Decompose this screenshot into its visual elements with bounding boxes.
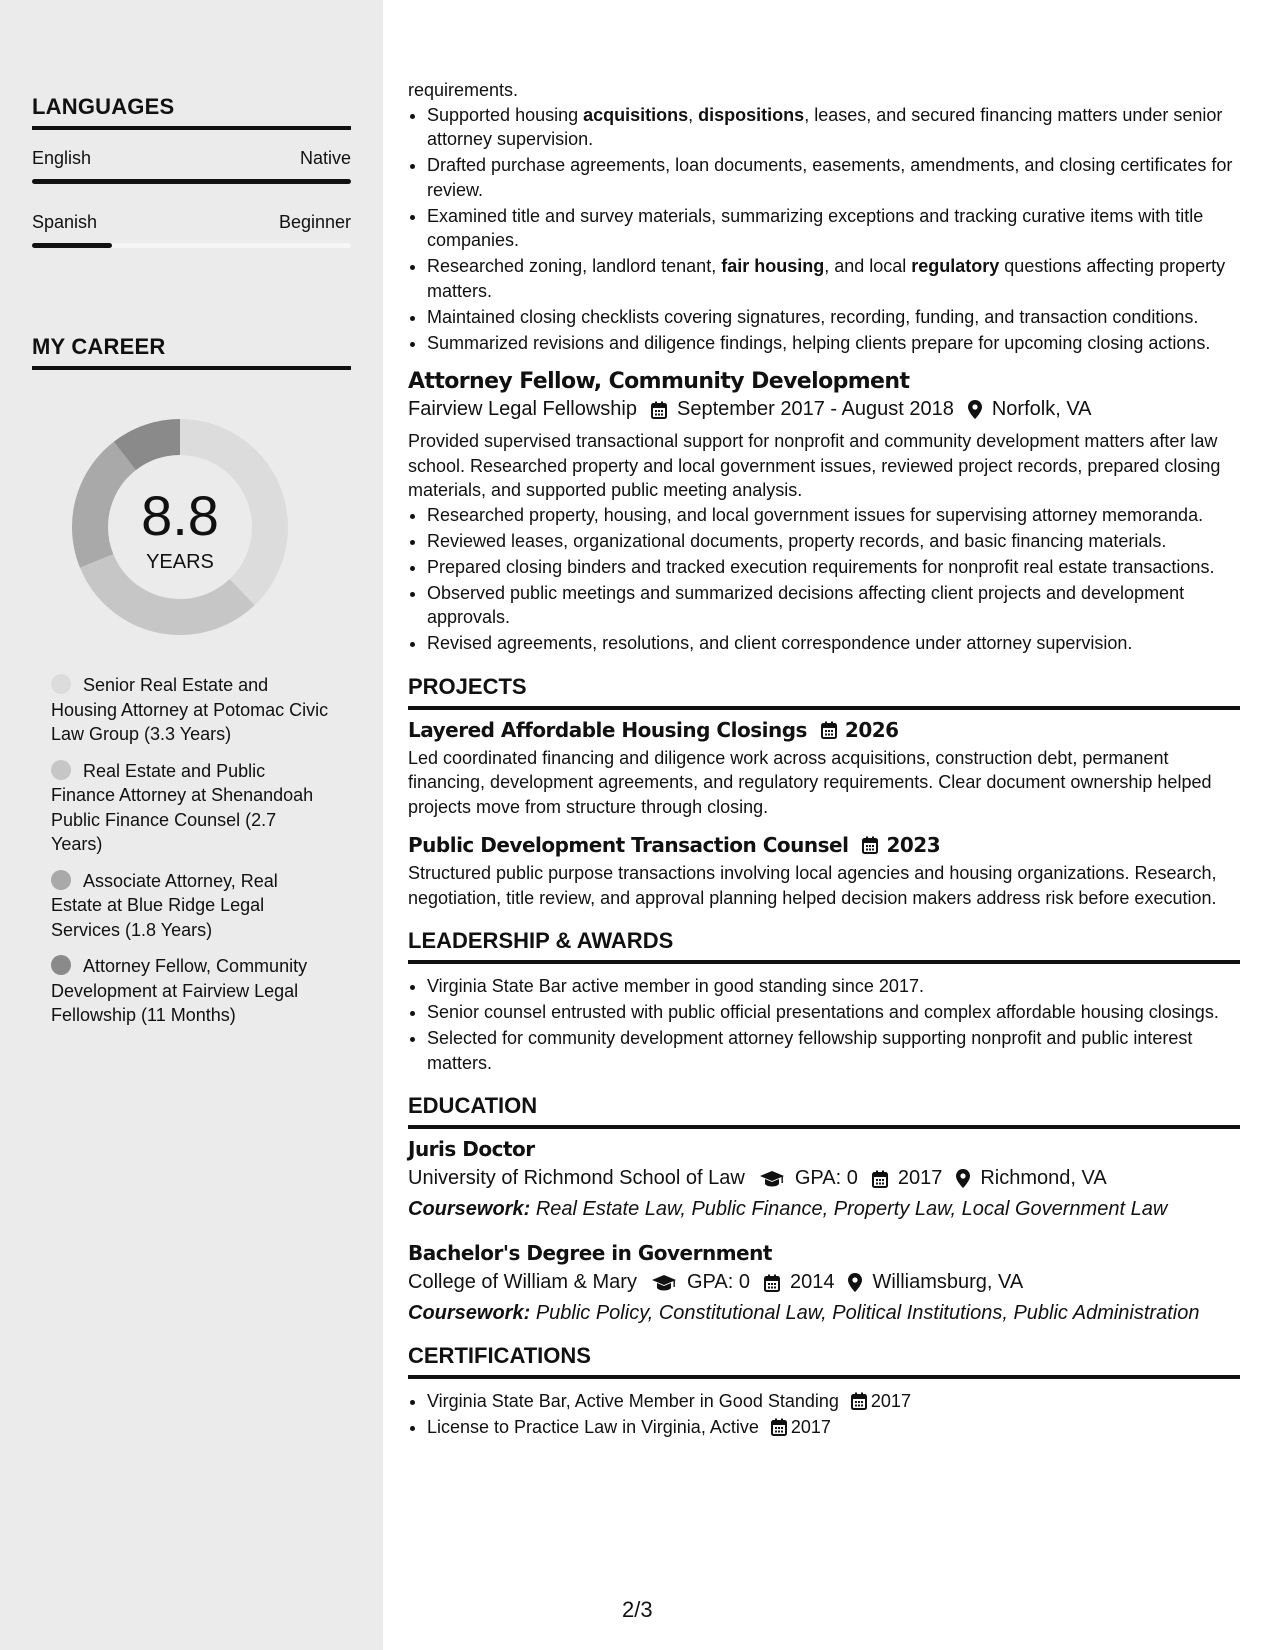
career-heading: MY CAREER <box>32 334 351 370</box>
certification-item <box>427 1415 1240 1440</box>
bullet-item: • Supported housing acquisitions, dispositions, leases, and secured financing matters under senior attorney supervision. <box>427 103 1240 152</box>
job-entry <box>408 369 1240 656</box>
education-item <box>408 1137 1240 1221</box>
legend-label: Associate Attorney, Real Estate at Blue Ridge Legal Services (1.8 Years) <box>51 870 278 940</box>
legend-label: Attorney Fellow, Community Development at Fairview Legal Fellowship (11 Months) <box>51 956 308 1025</box>
bullet-item: • Revised agreements, resolutions, and client correspondence under attorney supervision. <box>427 631 1240 656</box>
career-legend-item <box>51 673 331 747</box>
project-item <box>408 833 1240 910</box>
leadership-heading: LEADERSHIP & AWARDS <box>408 928 1240 964</box>
legend-label: Senior Real Estate and Housing Attorney at Potomac Civic Law Group (3.3 Years) <box>51 675 329 744</box>
certification-name: • Virginia State Bar, Active Member in Good Standing <box>427 1391 839 1411</box>
education-year: 2017 <box>897 1167 943 1189</box>
education-coursework <box>408 1302 1240 1325</box>
coursework-list: Real Estate Law, Public Finance, Property Law, Local Government Law <box>535 1198 1168 1220</box>
legend-dot <box>51 870 71 890</box>
bullet-item: • Observed public meetings and summarized decisions affecting client projects and development approvals. <box>427 581 1240 630</box>
calendar-icon <box>872 1170 888 1188</box>
project-title: Layered Affordable Housing Closings <box>408 717 807 742</box>
career-legend-item <box>51 869 331 943</box>
language-level-fill <box>32 243 112 248</box>
bullet-item: • Researched property, housing, and local government issues for supervising attorney memoranda. <box>427 503 1240 528</box>
page-number: 2/3 <box>622 1597 653 1622</box>
language-name: Spanish <box>32 212 98 232</box>
project-item <box>408 718 1240 820</box>
map-pin-icon <box>968 400 982 419</box>
education-year: 2014 <box>789 1271 835 1293</box>
education-location: Richmond, VA <box>980 1167 1107 1189</box>
language-level: Beginner <box>278 212 351 232</box>
main-content <box>408 78 1240 1441</box>
education-coursework <box>408 1198 1240 1221</box>
job-dates: September 2017 - August 2018 <box>676 398 954 420</box>
languages-heading: LANGUAGES <box>32 94 351 130</box>
certification-year: 2017 <box>870 1391 911 1411</box>
language-name: English <box>32 148 92 168</box>
job-company: Fairview Legal Fellowship <box>408 398 637 420</box>
language-level-bar <box>32 243 351 248</box>
certification-year: 2017 <box>790 1417 831 1437</box>
previous-job-bullets <box>408 103 1240 356</box>
certification-item <box>427 1389 1240 1414</box>
graduation-cap-icon <box>759 1170 785 1188</box>
job-meta <box>408 398 1240 421</box>
certifications-list <box>408 1389 1240 1440</box>
project-description: Structured public purpose transactions involving local agencies and housing organizations. Research, negotiation, title review, and approval planning helped decision makers address risk before execution. <box>408 863 1217 908</box>
bullet-item: • Selected for community development attorney fellowship supporting nonprofit and public interest matters. <box>427 1026 1240 1075</box>
education-school: University of Richmond School of Law <box>408 1167 745 1189</box>
education-degree: Bachelor's Degree in Government <box>408 1241 772 1265</box>
map-pin-icon <box>848 1273 862 1292</box>
job-title: Attorney Fellow, Community Development <box>408 369 910 394</box>
education-degree: Juris Doctor <box>408 1137 535 1161</box>
coursework-label: Coursework: <box>408 1198 531 1220</box>
bullet-item: • Prepared closing binders and tracked execution requirements for nonprofit real estate transactions. <box>427 555 1240 580</box>
language-item-spanish <box>32 212 351 248</box>
legend-label: Real Estate and Public Finance Attorney at Shenandoah Public Finance Counsel (2.7 Years) <box>51 760 314 854</box>
graduation-cap-icon <box>651 1274 677 1292</box>
job-bullets <box>408 503 1240 656</box>
leadership-list <box>408 974 1240 1075</box>
calendar-icon <box>862 836 878 854</box>
bullet-item: • Researched zoning, landlord tenant, fair housing, and local regulatory questions affecting property matters. <box>427 254 1240 303</box>
bullet-item: • Examined title and survey materials, summarizing exceptions and tracking curative items with title companies. <box>427 204 1240 253</box>
calendar-icon <box>821 721 837 739</box>
language-level-bar <box>32 179 351 184</box>
certifications-heading: CERTIFICATIONS <box>408 1343 1240 1379</box>
certification-name: • License to Practice Law in Virginia, Active <box>427 1417 759 1437</box>
career-total: 8.8 <box>141 484 219 547</box>
languages-section <box>32 94 351 248</box>
career-donut-svg <box>65 412 295 642</box>
projects-heading: PROJECTS <box>408 674 1240 710</box>
education-school: College of William & Mary <box>408 1271 637 1293</box>
legend-dot <box>51 955 71 975</box>
job-summary: Provided supervised transactional support for nonprofit and community development matters after law school. Researched property and local government issues, reviewed project records, prepared closing materials, and supported public meeting analysis. <box>408 431 1221 500</box>
project-year: 2026 <box>844 717 899 742</box>
career-donut-chart <box>65 412 295 642</box>
legend-dot <box>51 760 71 780</box>
language-item-english <box>32 148 351 184</box>
bullet-item: • Drafted purchase agreements, loan documents, easements, amendments, and closing certificates for review. <box>427 153 1240 202</box>
career-unit: YEARS <box>146 551 214 573</box>
calendar-icon <box>764 1274 780 1292</box>
bullet-item: • Senior counsel entrusted with public official presentations and complex affordable housing closings. <box>427 1000 1240 1025</box>
career-section <box>32 334 351 370</box>
project-title: Public Development Transaction Counsel <box>408 833 849 857</box>
language-level-fill <box>32 179 351 184</box>
calendar-icon <box>771 1418 787 1436</box>
bullet-item: • Maintained closing checklists covering signatures, recording, funding, and transaction conditions. <box>427 305 1240 330</box>
career-legend <box>51 673 331 1040</box>
coursework-label: Coursework: <box>408 1302 531 1324</box>
language-level: Native <box>299 148 351 168</box>
education-gpa: GPA: 0 <box>686 1271 750 1293</box>
education-gpa: GPA: 0 <box>794 1167 858 1189</box>
education-item <box>408 1241 1240 1325</box>
project-description: Led coordinated financing and diligence work across acquisitions, construction debt, permanent financing, development agreements, and regulatory requirements. Clear document ownership helped projects move from structure through closing. <box>408 747 1212 817</box>
bullet-item: • Reviewed leases, organizational documents, property records, and basic financing materials. <box>427 529 1240 554</box>
map-pin-icon <box>956 1169 970 1188</box>
education-meta <box>408 1271 1240 1294</box>
career-legend-item <box>51 759 331 857</box>
education-meta <box>408 1167 1240 1190</box>
calendar-icon <box>651 401 667 419</box>
job-location: Norfolk, VA <box>991 398 1092 420</box>
project-year: 2023 <box>886 833 941 857</box>
career-legend-item <box>51 954 331 1028</box>
education-heading: EDUCATION <box>408 1093 1240 1129</box>
continued-text: requirements. <box>408 80 519 100</box>
bullet-item: • Summarized revisions and diligence findings, helping clients prepare for upcoming closing actions. <box>427 331 1240 356</box>
legend-dot <box>51 674 71 694</box>
bullet-item: • Virginia State Bar active member in good standing since 2017. <box>427 974 1240 999</box>
calendar-icon <box>851 1392 867 1410</box>
education-location: Williamsburg, VA <box>872 1271 1024 1293</box>
coursework-list: Public Policy, Constitutional Law, Political Institutions, Public Administration <box>535 1302 1200 1324</box>
sidebar <box>0 0 383 1650</box>
